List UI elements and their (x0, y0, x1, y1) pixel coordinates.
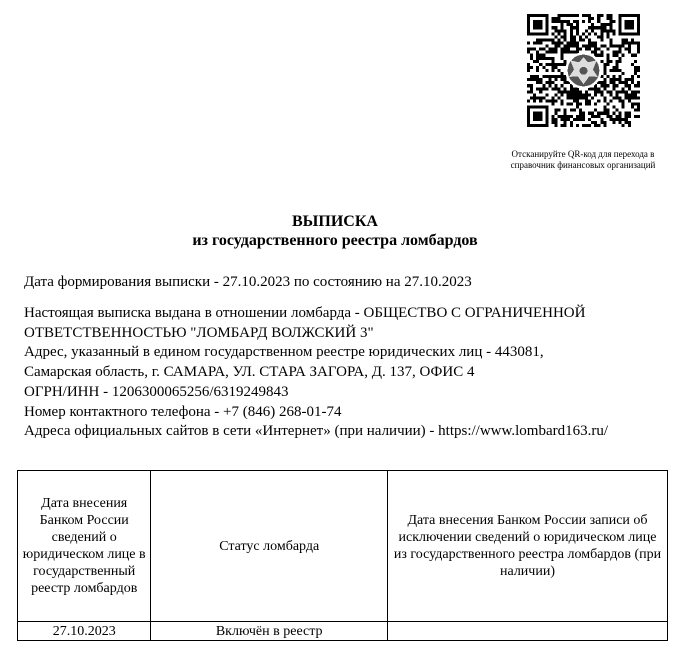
table-row (18, 622, 668, 641)
address-line-2: Самарская область, г. САМАРА, УЛ. СТАРА ЗАГОРА, Д. 137, ОФИС 4 (24, 364, 475, 381)
document-title (0, 212, 670, 250)
issued-to-line-1: Настоящая выписка выдана в отношении ломбарда - ОБЩЕСТВО С ОГРАНИЧЕННОЙ (24, 305, 586, 321)
cell-inclusion-date: 27.10.2023 (18, 622, 151, 641)
ogrn-inn-line: ОГРН/ИНН - 1206300065256/6319249843 (24, 383, 289, 400)
qr-caption: Отсканируйте QR-код для перехода в справочник финансовых организаций (510, 149, 656, 170)
websites-line: Адреса официальных сайтов в сети «Интернет» (при наличии) - https://www.lombard163.ru/ (24, 423, 609, 440)
registry-table (17, 470, 668, 641)
qr-code[interactable] (527, 14, 640, 127)
table-header-row (18, 471, 668, 622)
issued-to-line-2: ОТВЕТСТВЕННОСТЬЮ "ЛОМБАРД ВОЛЖСКИЙ 3" (24, 324, 374, 341)
pawnshop-info (24, 304, 664, 442)
title-line-1: ВЫПИСКА (292, 213, 378, 230)
bank-of-russia-eagle-emblem (565, 52, 602, 89)
cell-exclusion-date (387, 622, 667, 641)
header-exclusion-date: Дата внесения Банком России записи об исключении сведений о юридическом лице из государственного реестра ломбардов (при наличии) (387, 471, 667, 622)
address-line-1: Адрес, указанный в едином государственном реестре юридических лиц - 443081, (24, 344, 544, 361)
title-line-2: из государственного реестра ломбардов (192, 232, 478, 249)
header-inclusion-date: Дата внесения Банком России сведений о юридическом лице в государственный реестр ломбардов (18, 471, 151, 622)
formation-date-line: Дата формирования выписки - 27.10.2023 по состоянию на 27.10.2023 (24, 274, 472, 290)
phone-line: Номер контактного телефона - +7 (846) 268-01-74 (24, 403, 342, 420)
header-status: Статус ломбарда (151, 471, 388, 622)
cell-status: Включён в реестр (151, 622, 388, 641)
